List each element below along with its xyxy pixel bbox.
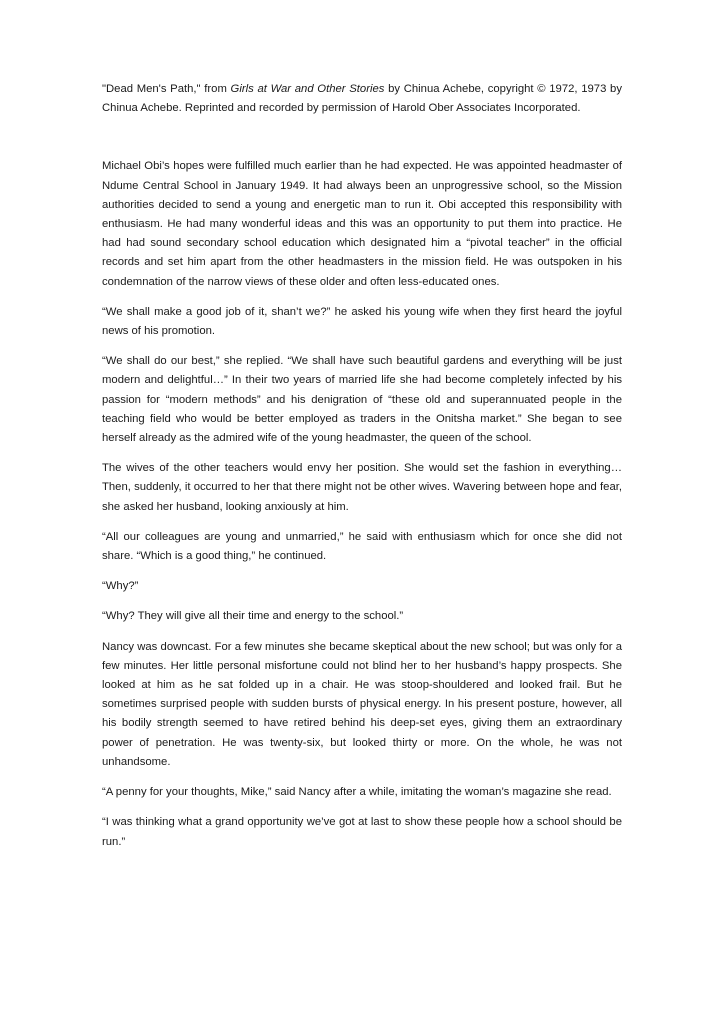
paragraph-9: “A penny for your thoughts, Mike,” said Nancy after a while, imitating the woman’s magazine she read. — [102, 786, 612, 799]
paragraph-10: “I was thinking what a grand opportunity we’ve got at last to show these people how a school should be run.” — [102, 816, 622, 848]
credit-suffix: by Chinua Achebe, copyright © 1972, 1973 by Chinua Achebe. Reprinted and recorded by permission of Harold Ober Associates Incorporated. — [102, 83, 622, 115]
paragraph-4: The wives of the other teachers would envy her position. She would set the fashion in everything… Then, suddenly, it occurred to her that there might not be other wives. Wavering between hope and fear, she asked her husband, looking anxiously at him. — [102, 462, 622, 513]
document-page — [102, 80, 622, 852]
paragraph-7: “Why? They will give all their time and energy to the school.” — [102, 610, 404, 623]
paragraph-2: “We shall make a good job of it, shan’t we?” he asked his young wife when they first heard the joyful news of his promotion. — [102, 305, 622, 338]
paragraph-6: “Why?” — [102, 580, 139, 593]
copyright-credit — [102, 80, 622, 118]
paragraph-8: Nancy was downcast. For a few minutes she became skeptical about the new school; but was only for a few minutes. Her little personal misfortune could not blind her to her husband’s happy prospects. She looked at him as he sat folded up in a chair. He was stoop-shouldered and looked frail. But he sometimes surprised people with sudden bursts of physical energy. In his present posture, however, all his bodily strength seemed to have retired behind his deep-set eyes, giving them an extraordinary power of penetration. He was twenty-six, but looked thirty or more. On the whole, he was not unhandsome. — [102, 640, 622, 768]
paragraph-5: “All our colleagues are young and unmarried,” he said with enthusiasm which for once she did not share. “Which is a good thing,” he continued. — [102, 530, 622, 563]
book-title: Girls at War and Other Stories — [230, 83, 385, 95]
paragraph-1: Michael Obi’s hopes were fulfilled much earlier than he had expected. He was appointed headmaster of Ndume Central School in January 1949. It had always been an unprogressive school, so the Mission authorities decided to send a young and energetic man to run it. Obi accepted this responsibility with enthusiasm. He had many wonderful ideas and this was an opportunity to put them into practice. He had had sound secondary school education which designated him a “pivotal teacher” in the official records and set him apart from the other headmasters in the mission field. He was outspoken in his condemnation of the narrow views of these older and often less-educated ones. — [102, 160, 622, 288]
credit-prefix: "Dead Men's Path," from — [102, 83, 231, 95]
paragraph-3: “We shall do our best,” she replied. “We shall have such beautiful gardens and everything will be just modern and delightful…” In their two years of married life she had become completely infected by his passion for “modern methods” and his denigration of “these old and superannuated people in the teaching field who would be better employed as traders in the Onitsha market.” She began to see herself already as the admired wife of the young headmaster, the queen of the school. — [102, 355, 622, 445]
